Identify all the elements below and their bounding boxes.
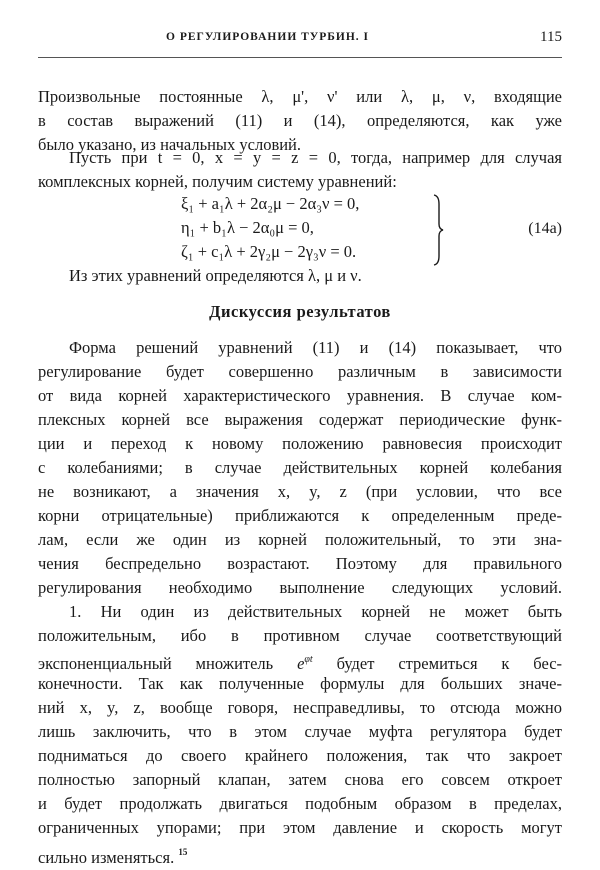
- text-fragment: сильно изменяться.: [38, 848, 175, 867]
- text-line: и будет продолжать двигаться подобным образом в пределах,: [38, 794, 562, 813]
- text-line: Пусть при t = 0, x = y = z = 0, тогда, например для случая: [69, 148, 562, 167]
- text-line: корни отрицательные) приближаются к определенным преде-: [38, 506, 562, 525]
- text-line-last: [38, 840, 562, 867]
- text-line: ограниченных упорами; при этом давление и скорость могут: [38, 818, 562, 837]
- equation-number: (14a): [528, 220, 562, 237]
- text-line: конечности. Так как полученные формулы для больших значе-: [38, 674, 562, 693]
- text-line: не возникают, а значения x, y, z (при условии, что все: [38, 482, 562, 501]
- text-line: Из этих уравнений определяются λ, μ и ν.: [69, 266, 362, 285]
- exponent-power: φt: [304, 654, 313, 665]
- exponent-base: e: [297, 654, 305, 673]
- text-fragment: будет стремиться к бес-: [336, 654, 563, 673]
- text-line: ции и переход к новому положению равновесия происходит: [38, 434, 562, 453]
- page-number: 115: [540, 29, 562, 45]
- text-line: Произвольные постоянные λ, μ', ν' или λ, μ, ν, входящие: [38, 87, 562, 106]
- text-line: чения беспредельно возрастают. Поэтому для правильного: [38, 554, 562, 573]
- right-brace-icon: [432, 194, 446, 266]
- footnote-reference: 15: [178, 847, 188, 857]
- text-line: подниматься до своего крайнего положения, так что закроет: [38, 746, 562, 765]
- text-line: лам, если же один из корней положительный, то эти зна-: [38, 530, 562, 549]
- text-line: положительным, ибо в противном случае соответствующий: [38, 626, 562, 645]
- text-line: комплексных корней, получим систему уравнений:: [38, 172, 397, 191]
- text-line: плексных корней все выражения содержат периодические функ-: [38, 410, 562, 429]
- text-line: с колебаниями; в случае действительных корней колебания: [38, 458, 562, 477]
- text-line: от вида корней характеристического уравнения. В случае ком-: [38, 386, 562, 405]
- running-title: О РЕГУЛИРОВАНИИ ТУРБИН. I: [166, 31, 369, 43]
- text-line: лишь заключить, что в этом случае муфта регулятора будет: [38, 722, 562, 741]
- text-line: Форма решений уравнений (11) и (14) показывает, что: [69, 338, 562, 357]
- equation-row: η₁ + b₁λ − 2α₀μ = 0,: [181, 218, 314, 237]
- header-rule: [38, 57, 562, 58]
- equation-row: ζ₁ + c₁λ + 2γ₂μ − 2γ₃ν = 0.: [181, 242, 357, 261]
- section-heading: Дискуссия результатов: [209, 302, 391, 321]
- text-line: в состав выражений (11) и (14), определяются, как уже: [38, 111, 562, 130]
- text-line: было указано, из начальных условий.: [38, 135, 302, 154]
- running-header: [38, 29, 562, 49]
- text-fragment: экспоненциальный множитель: [38, 654, 274, 673]
- equation-row: ξ₁ + a₁λ + 2α₂μ − 2α₃ν = 0,: [181, 194, 360, 213]
- text-line: регулирования необходимо выполнение следующих условий.: [38, 578, 562, 597]
- text-line: 1. Ни один из действительных корней не может быть: [69, 602, 562, 621]
- text-line: регулирование будет совершенно различным в зависимости: [38, 362, 562, 381]
- text-line-with-exponent: [38, 648, 562, 672]
- text-line: полностью запорный клапан, затем снова его совсем откроет: [38, 770, 562, 789]
- text-line: ний x, y, z, вообще говоря, несправедливы, то отсюда можно: [38, 698, 562, 717]
